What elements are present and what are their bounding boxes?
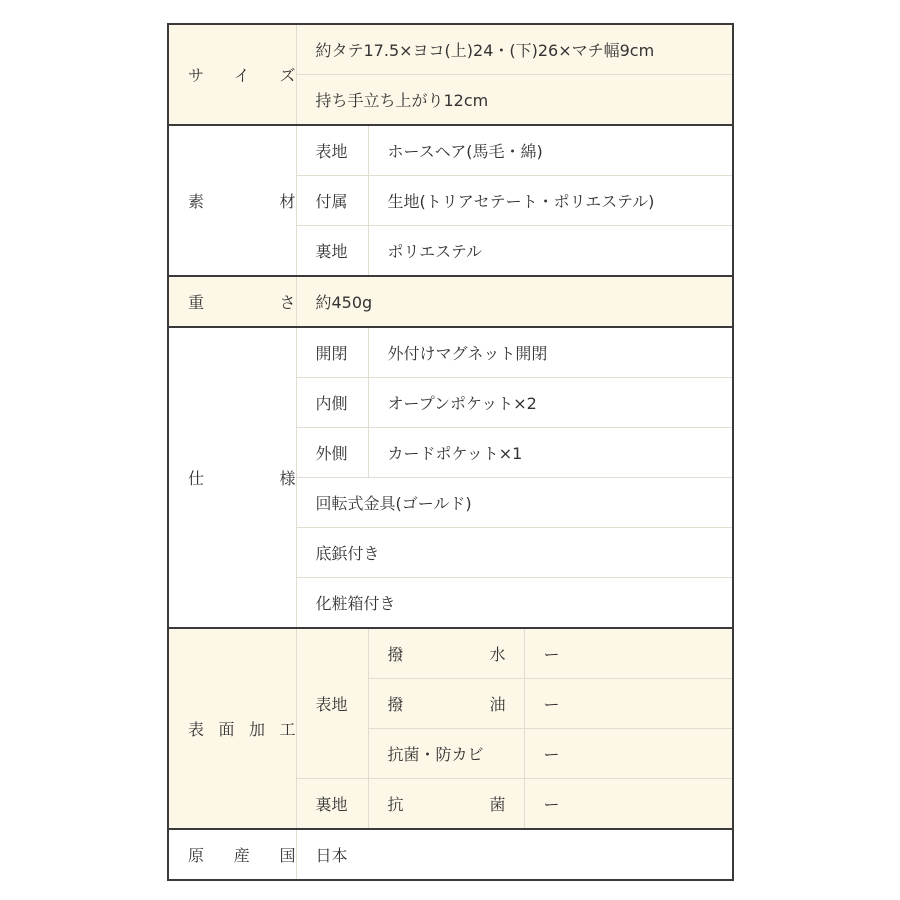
material-header-char: 材 [279, 192, 296, 211]
finish-item-char: 撥 [387, 645, 404, 664]
origin-header-char: 原 [188, 846, 205, 865]
size-dimensions: 約タテ17.5×ヨコ(上)24・(下)26×マチ幅9cm [296, 24, 733, 75]
weight-row [168, 276, 733, 327]
weight-header-char: 重 [188, 293, 205, 312]
finish-outer-label: 表地 [296, 628, 368, 779]
spec-extra: 化粧箱付き [296, 578, 733, 629]
finish-item-name [368, 779, 524, 830]
finish-item-value: ー [524, 679, 733, 729]
finish-item-char: 油 [489, 695, 506, 714]
size-header-char: サ [188, 66, 205, 85]
spec-header-char: 仕 [188, 469, 205, 488]
material-header-char: 素 [188, 192, 205, 211]
spec-value: オープンポケット×2 [368, 378, 733, 428]
spec-label: 内側 [296, 378, 368, 428]
origin-header [168, 829, 296, 880]
size-handle-height: 持ち手立ち上がり12cm [296, 75, 733, 126]
finish-header-char: 工 [279, 720, 296, 739]
finish-item-value: ー [524, 628, 733, 679]
spec-label: 開閉 [296, 327, 368, 378]
finish-inner-label: 裏地 [296, 779, 368, 830]
weight-value: 約450g [296, 276, 733, 327]
spec-value: カードポケット×1 [368, 428, 733, 478]
finish-item-char: 水 [489, 645, 506, 664]
weight-header [168, 276, 296, 327]
material-label: 付属 [296, 176, 368, 226]
size-header [168, 24, 296, 125]
finish-header-char: 加 [248, 720, 265, 739]
material-value: 生地(トリアセテート・ポリエステル) [368, 176, 733, 226]
spec-header-char: 様 [279, 469, 296, 488]
spec-extra: 底鋲付き [296, 528, 733, 578]
material-row [168, 125, 733, 176]
finish-item-char: 抗 [387, 795, 404, 814]
material-header [168, 125, 296, 276]
finish-item-char: 撥 [387, 695, 404, 714]
spec-value: 外付けマグネット開閉 [368, 327, 733, 378]
weight-header-char: さ [279, 293, 296, 312]
finish-header [168, 628, 296, 829]
origin-value: 日本 [296, 829, 733, 880]
spec-row [168, 327, 733, 378]
spec-table [167, 23, 734, 881]
spec-extra: 回転式金具(ゴールド) [296, 478, 733, 528]
material-label: 表地 [296, 125, 368, 176]
material-label: 裏地 [296, 226, 368, 277]
size-header-char: イ [233, 66, 250, 85]
spec-header [168, 327, 296, 628]
size-header-char: ズ [279, 66, 296, 85]
finish-item-value: ー [524, 779, 733, 830]
finish-header-char: 面 [218, 720, 235, 739]
material-value: ホースヘア(馬毛・綿) [368, 125, 733, 176]
finish-item-name [368, 628, 524, 679]
finish-header-char: 表 [188, 720, 205, 739]
origin-header-char: 国 [279, 846, 296, 865]
origin-header-char: 産 [233, 846, 250, 865]
origin-row [168, 829, 733, 880]
finish-item-name: 抗菌・防カビ [368, 729, 524, 779]
material-value: ポリエステル [368, 226, 733, 277]
finish-item-name [368, 679, 524, 729]
size-row-1 [168, 24, 733, 75]
finish-item-char: 菌 [489, 795, 506, 814]
spec-label: 外側 [296, 428, 368, 478]
finish-row [168, 628, 733, 679]
finish-item-value: ー [524, 729, 733, 779]
